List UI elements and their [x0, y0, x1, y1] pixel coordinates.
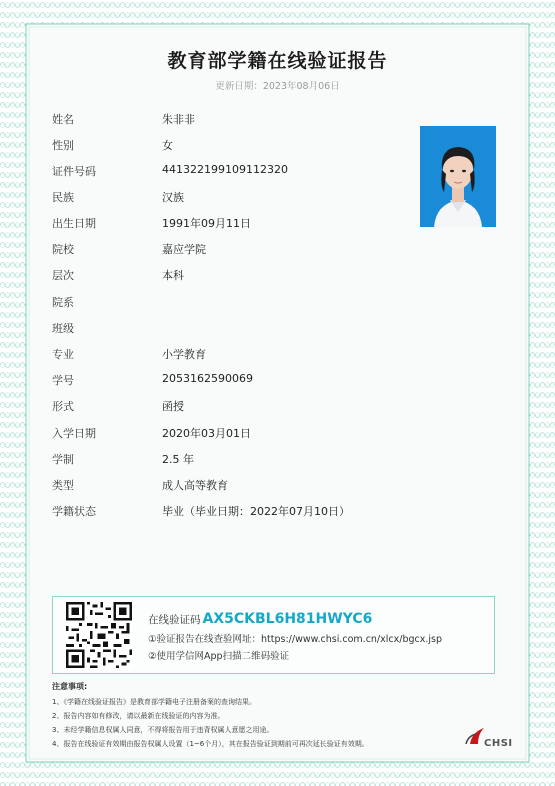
field-label: 出生日期: [52, 217, 96, 230]
verification-panel: [52, 596, 495, 674]
chsi-logo-text: CHSI: [484, 738, 513, 749]
field-row: [52, 425, 432, 443]
field-row: [52, 137, 432, 155]
field-label: 入学日期: [52, 427, 96, 440]
field-row: [52, 372, 432, 390]
field-value: 成人高等教育: [162, 479, 228, 492]
field-label: 性别: [52, 139, 74, 152]
verification-url-line[interactable]: ①验证报告在线查验网址：https://www.chsi.com.cn/xlcx/bgcx.jsp: [148, 634, 442, 645]
field-value: 女: [162, 139, 173, 152]
field-row: [52, 215, 432, 233]
verification-code-line: [148, 611, 372, 627]
notes-title: 注意事项:: [52, 682, 88, 691]
field-value: 朱非非: [162, 113, 195, 126]
field-value: 本科: [162, 269, 184, 282]
note-item: 3、未经学籍信息权属人同意，不得将报告用于违背权属人意愿之用途。: [52, 726, 274, 734]
verification-code: AX5CKBL6H81HWYC6: [202, 611, 373, 627]
field-value: 2.5 年: [162, 453, 194, 466]
field-row: [52, 320, 432, 338]
id-photo: [420, 126, 496, 227]
field-label: 民族: [52, 191, 74, 204]
note-item: 4、报告在线验证有效期由报告权属人设置（1~6个月），其在报告验证到期前可再次延长验证有效期。: [52, 740, 369, 748]
field-row: [52, 241, 432, 259]
field-value: 441322199109112320: [162, 163, 288, 176]
field-row: [52, 398, 432, 416]
field-label: 层次: [52, 269, 74, 282]
field-value: 小学教育: [162, 348, 206, 361]
field-row: [52, 111, 432, 129]
field-row: [52, 163, 432, 181]
field-row: [52, 346, 432, 364]
field-row: [52, 267, 432, 285]
field-row: [52, 451, 432, 469]
field-label: 姓名: [52, 113, 74, 126]
verification-app-line: ②使用学信网App扫描二维码验证: [148, 651, 290, 662]
verification-code-label: 在线验证码: [148, 614, 201, 626]
field-label: 学号: [52, 374, 74, 387]
field-label: 院系: [52, 296, 74, 309]
qr-code[interactable]: [65, 602, 133, 668]
report-title: 教育部学籍在线验证报告: [167, 50, 388, 72]
field-value: 1991年09月11日: [162, 217, 251, 230]
field-label: 类型: [52, 479, 74, 492]
field-label: 专业: [52, 348, 74, 361]
field-value: 2053162590069: [162, 372, 253, 385]
field-row: [52, 294, 432, 312]
field-value: 毕业（毕业日期：2022年07月10日）: [162, 505, 350, 518]
note-item: 2、报告内容如有修改，请以最新在线验证的内容为准。: [52, 712, 225, 720]
field-value: 2020年03月01日: [162, 427, 251, 440]
field-row: [52, 477, 432, 495]
field-label: 班级: [52, 322, 74, 335]
field-value: 嘉应学院: [162, 243, 206, 256]
field-value: 汉族: [162, 191, 184, 204]
field-row: [52, 503, 432, 521]
field-label: 学籍状态: [52, 505, 96, 518]
field-row: [52, 189, 432, 207]
note-item: 1、《学籍在线验证报告》是教育部学籍电子注册备案的查询结果。: [52, 698, 256, 706]
updated-date: 更新日期：2023年08月06日: [215, 81, 340, 92]
field-label: 证件号码: [52, 165, 96, 178]
field-value: 函授: [162, 400, 184, 413]
field-label: 院校: [52, 243, 74, 256]
field-label: 学制: [52, 453, 74, 466]
field-label: 形式: [52, 400, 74, 413]
